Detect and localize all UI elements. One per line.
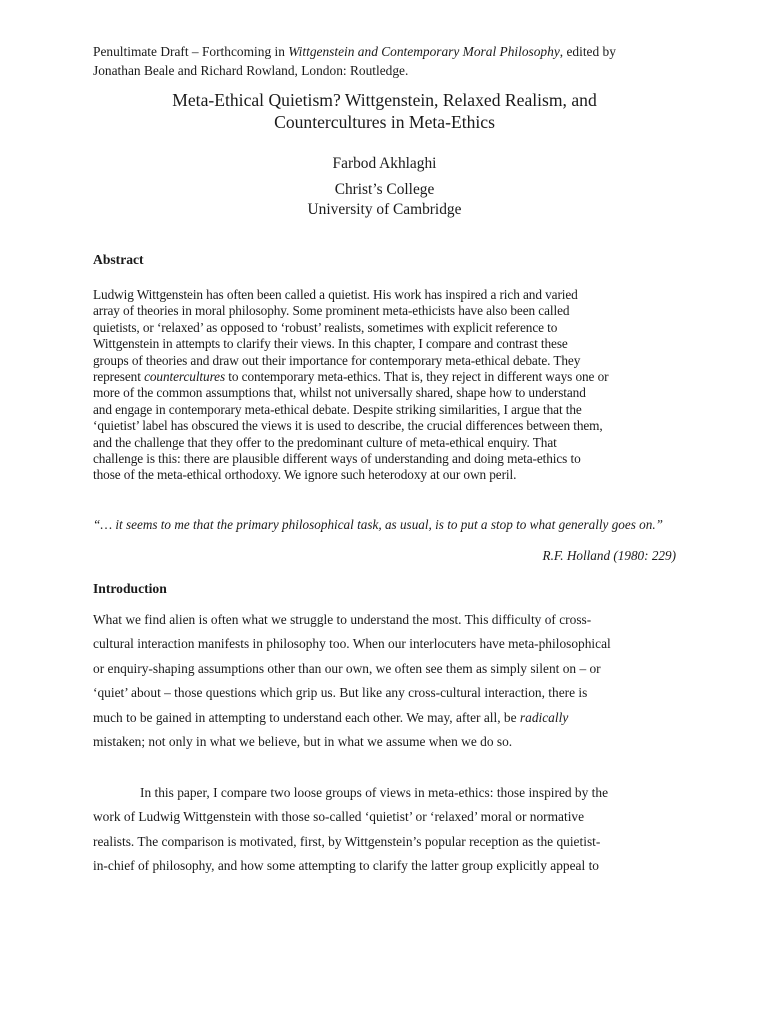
introduction-heading: Introduction — [93, 581, 167, 596]
abstract-line: Ludwig Wittgenstein has often been called a quietist. His work has inspired a rich and varied — [93, 287, 578, 302]
publication-note-text: , edited by — [559, 44, 616, 59]
introduction-paragraph-1 — [93, 608, 676, 754]
emphasis-countercultures: countercultures — [144, 369, 226, 385]
author-university: University of Cambridge — [307, 201, 462, 218]
abstract-line: groups of theories and draw out their importance for contemporary meta-ethical debate. They — [93, 352, 581, 368]
body-line: much to be gained in attempting to understand each other. We may, after all, be radically — [93, 709, 569, 725]
abstract-line: and the challenge that they offer to the predominant culture of meta-ethical enquiry. That — [93, 434, 557, 450]
abstract-line: ‘quietist’ label has obscured the views it is used to describe, the crucial differences between them, — [93, 418, 603, 434]
body-line: cultural interaction manifests in philosophy too. When our interlocuters have meta-philosophical — [93, 636, 611, 652]
body-line: work of Ludwig Wittgenstein with those so-called ‘quietist’ or ‘relaxed’ moral or normative — [93, 809, 585, 825]
book-title: Wittgenstein and Contemporary Moral Philosophy — [288, 44, 560, 59]
publication-editors: Jonathan Beale and Richard Rowland, London: Routledge. — [93, 63, 409, 78]
author-block — [93, 154, 676, 220]
paper-title — [93, 89, 676, 133]
epigraph-attribution: R.F. Holland (1980: 229) — [542, 548, 676, 563]
emphasis-radically: radically — [519, 709, 569, 725]
abstract-body — [93, 287, 676, 484]
body-line: mistaken; not only in what we believe, but in what we assume when we do so. — [93, 734, 513, 750]
abstract-line: challenge is this: there are plausible different ways of understanding and doing meta-ethics to — [93, 451, 581, 467]
publication-note — [93, 42, 693, 80]
paper-title-line: Meta-Ethical Quietism? Wittgenstein, Relaxed Realism, and — [172, 90, 597, 110]
body-line: or enquiry-shaping assumptions other than our own, we often see them as simply silent on – or — [93, 660, 601, 676]
publication-note-text: Penultimate Draft – Forthcoming in — [93, 44, 289, 59]
introduction-paragraph-2 — [93, 781, 676, 879]
abstract-line: those of the meta-ethical orthodoxy. We ignore such heterodoxy at our own peril. — [93, 467, 517, 483]
body-line: What we find alien is often what we struggle to understand the most. This difficulty of cross- — [93, 612, 592, 627]
body-line: in-chief of philosophy, and how some attempting to clarify the latter group explicitly appeal to — [93, 858, 599, 874]
paper-title-line: Countercultures in Meta-Ethics — [274, 112, 495, 132]
abstract-line: and engage in contemporary meta-ethical debate. Despite striking similarities, I argue that the — [93, 401, 582, 417]
abstract-heading: Abstract — [93, 252, 144, 267]
body-line: realists. The comparison is motivated, first, by Wittgenstein’s popular reception as the quietist- — [93, 833, 601, 849]
abstract-line: array of theories in moral philosophy. Some prominent meta-ethicists have also been called — [93, 303, 570, 319]
body-line: ‘quiet’ about – those questions which grip us. But like any cross-cultural interaction, there is — [93, 685, 588, 701]
abstract-line: Wittgenstein in attempts to clarify their views. In this chapter, I compare and contrast these — [93, 336, 568, 352]
abstract-line: quietists, or ‘relaxed’ as opposed to ‘robust’ realists, sometimes with explicit reference to — [93, 319, 558, 335]
abstract-line: more of the common assumptions that, whilst not universally shared, shape how to understand — [93, 385, 586, 401]
body-line: In this paper, I compare two loose groups of views in meta-ethics: those inspired by the — [140, 785, 609, 800]
author-college: Christ’s College — [334, 181, 435, 198]
author-name: Farbod Akhlaghi — [332, 155, 437, 172]
epigraph-quote: “… it seems to me that the primary philosophical task, as usual, is to put a stop to what generally goes on.” — [93, 517, 663, 532]
abstract-line: represent countercultures to contemporary meta-ethics. That is, they reject in different ways one or — [93, 369, 609, 385]
